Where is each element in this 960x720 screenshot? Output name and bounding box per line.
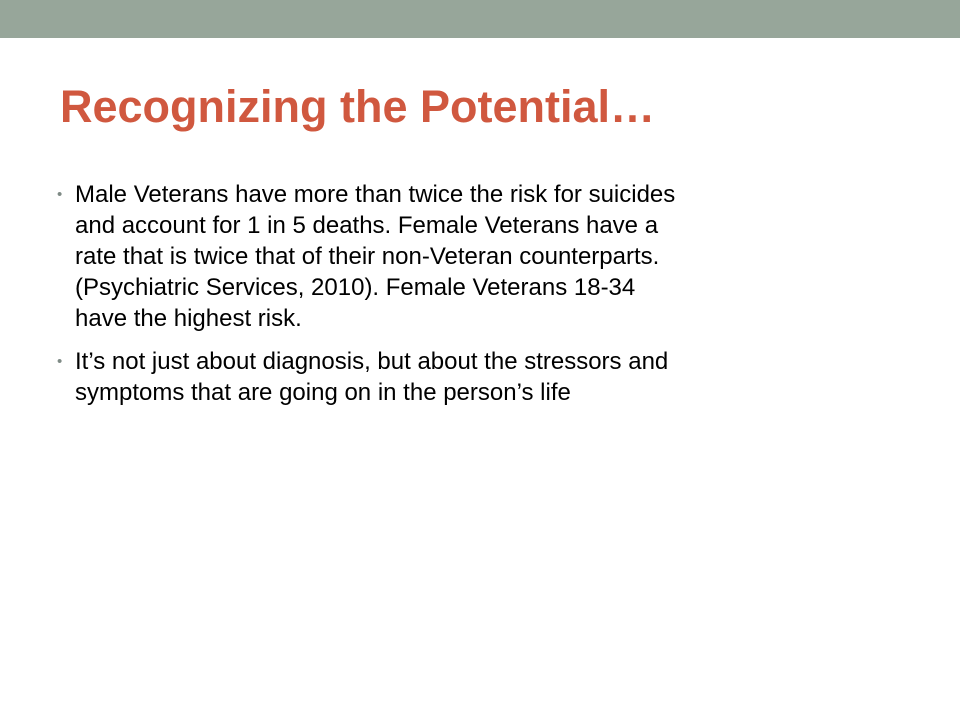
- bullet-text: [75, 175, 897, 334]
- bullet-line: (Psychiatric Services, 2010). Female Veterans 18-34: [75, 274, 636, 301]
- bullet-list: [57, 175, 897, 416]
- bullet-line: It’s not just about diagnosis, but about the stressors and: [75, 348, 669, 375]
- bullet-marker: •: [57, 186, 63, 203]
- slide-title: Recognizing the Potential…: [60, 81, 656, 132]
- bullet-item: [57, 175, 897, 334]
- bullet-marker: •: [57, 353, 63, 370]
- bullet-line: Male Veterans have more than twice the risk for suicides: [75, 181, 676, 208]
- bullet-line: symptoms that are going on in the person’s life: [75, 379, 571, 406]
- bullet-line: have the highest risk.: [75, 305, 302, 332]
- bullet-item: [57, 342, 897, 408]
- bullet-line: and account for 1 in 5 deaths. Female Veterans have a: [75, 212, 659, 239]
- bullet-text: [75, 342, 897, 408]
- bullet-line: rate that is twice that of their non-Veteran counterparts.: [75, 243, 660, 270]
- top-accent-bar: [0, 0, 960, 38]
